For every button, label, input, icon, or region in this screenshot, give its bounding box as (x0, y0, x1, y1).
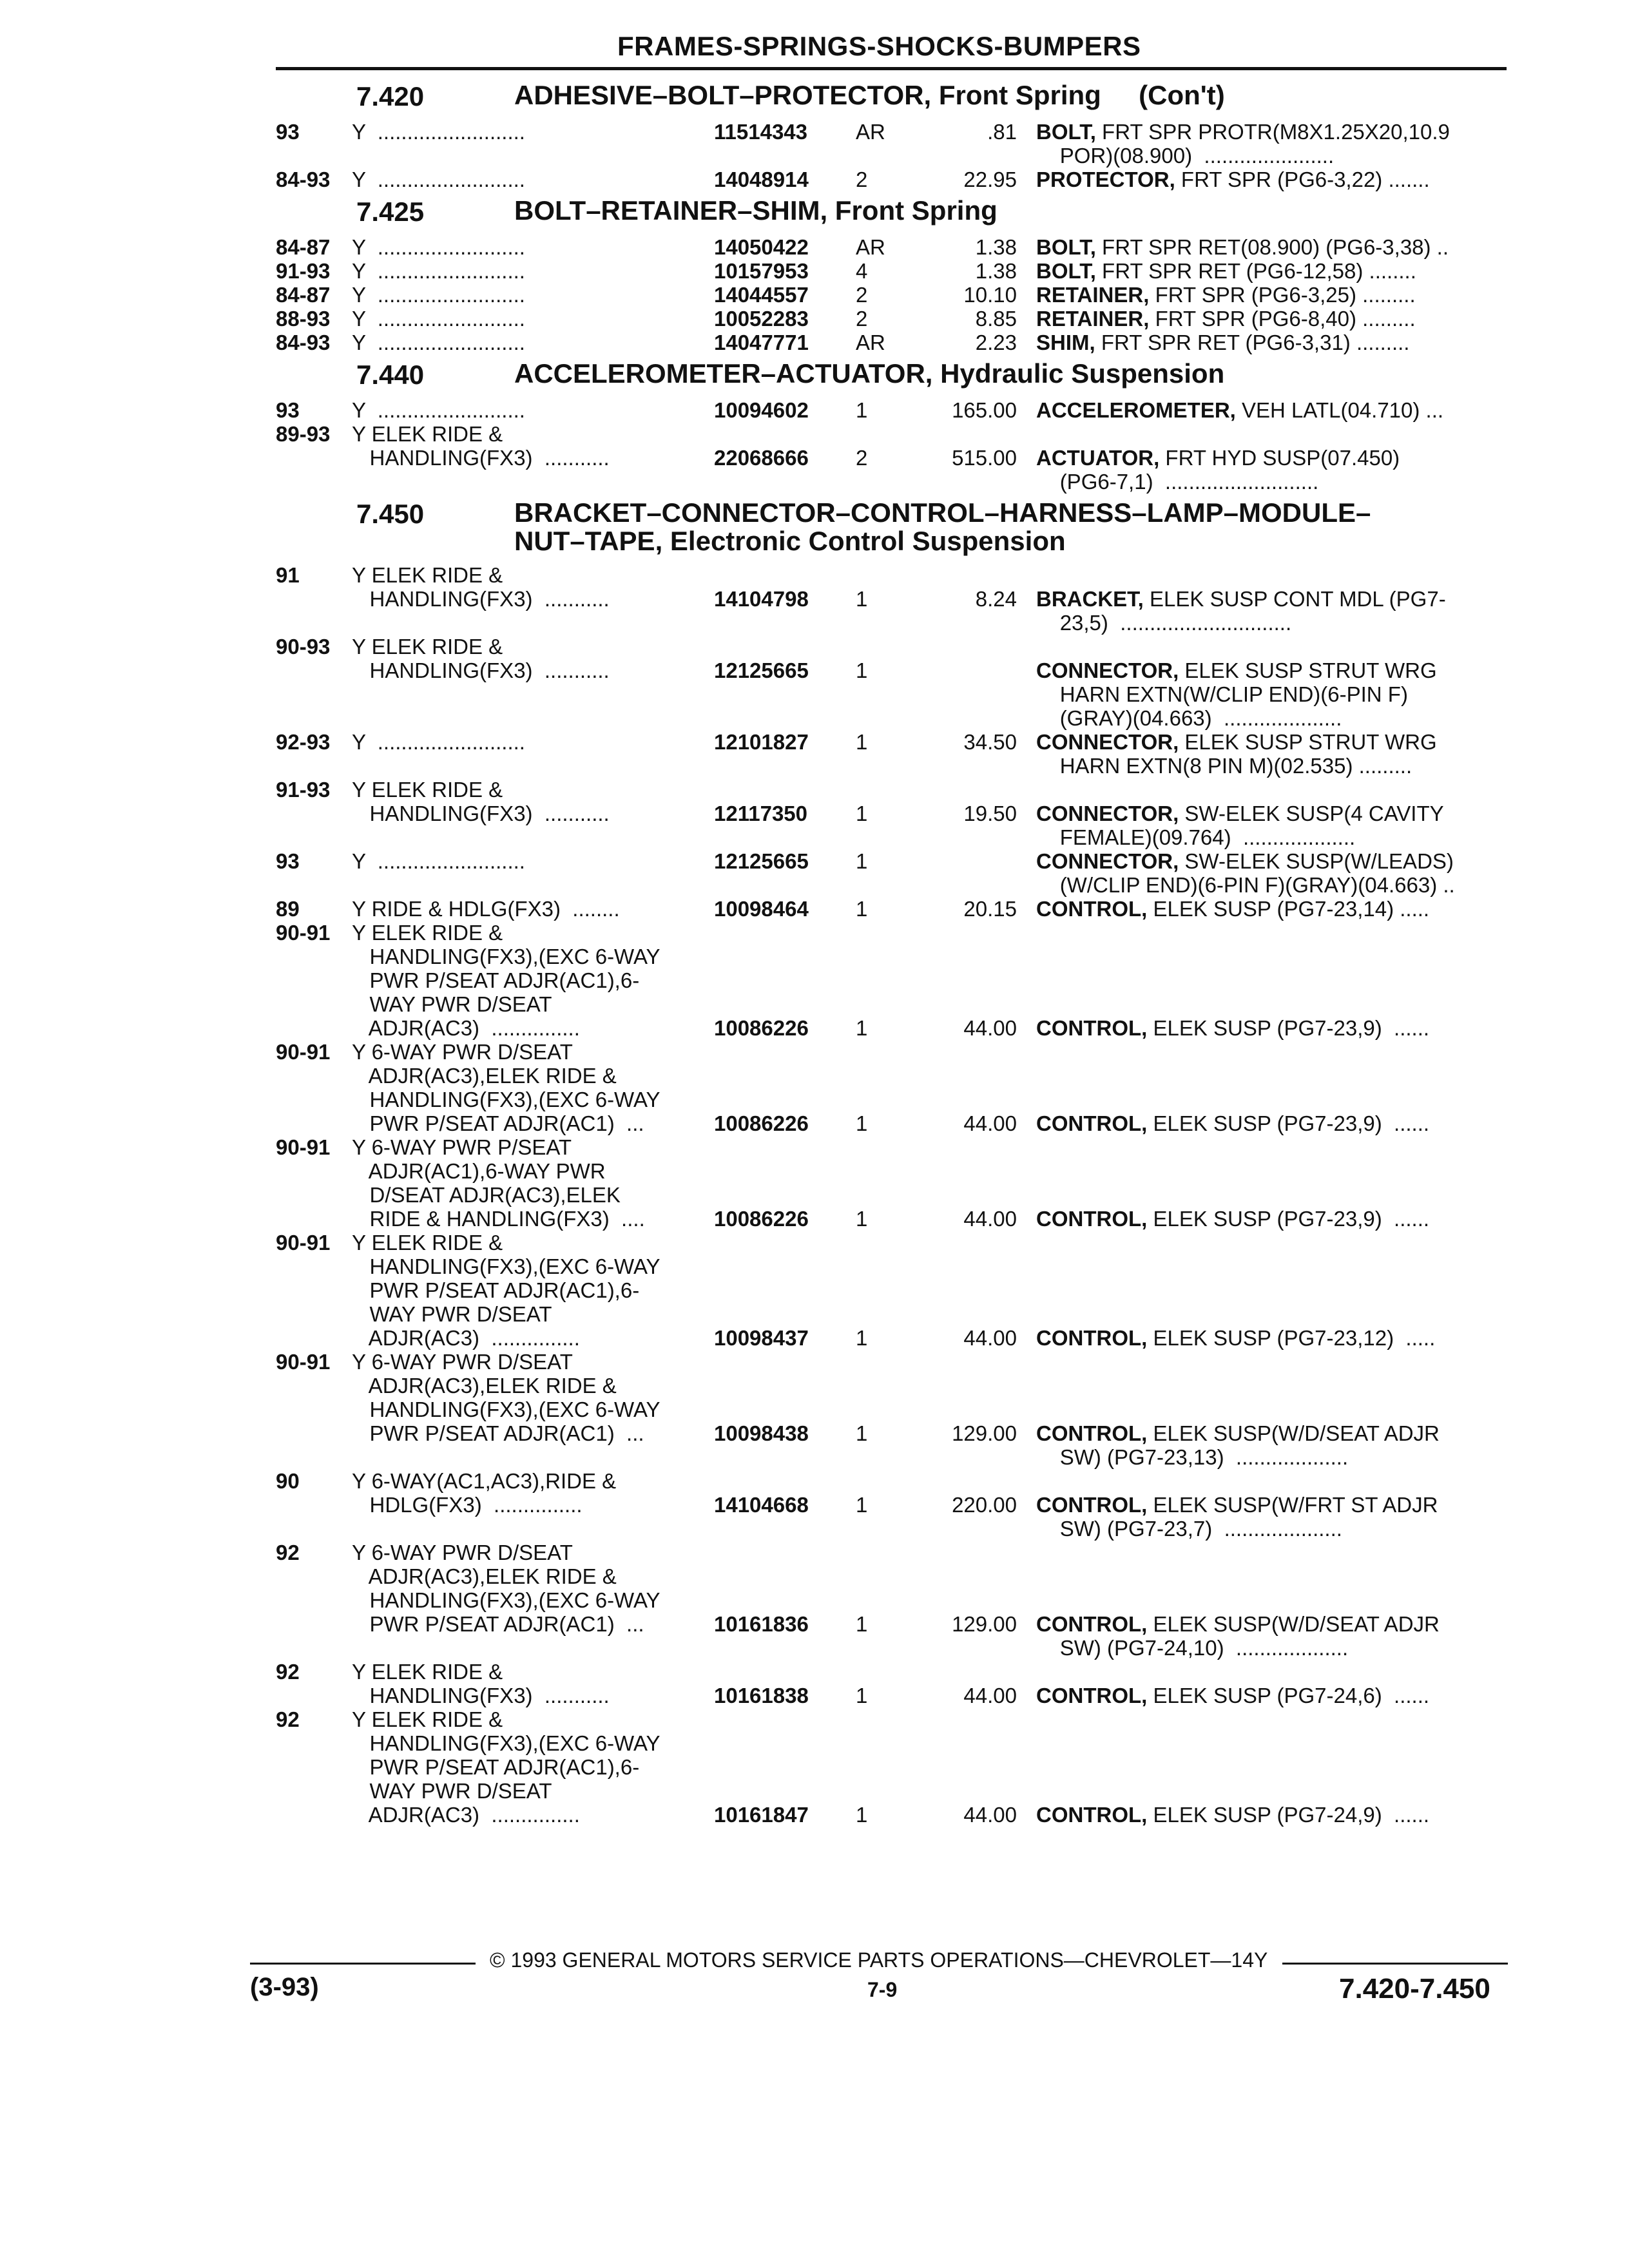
usage-description: Y ELEK RIDE & HANDLING(FX3) ........... (352, 563, 610, 611)
price: 44.00 (963, 1207, 1017, 1231)
part-name-detail: FRT SPR RET(08.900) (PG6-3,38) .. (1095, 235, 1449, 259)
usage-description: Y ......................... (352, 283, 525, 307)
price: 22.95 (963, 168, 1017, 191)
part-name-detail: ELEK SUSP(W/FRT ST ADJR SW) (PG7-23,7) .................... (1059, 1493, 1438, 1541)
part-name-detail: ELEK SUSP STRUT WRG HARN EXTN(8 PIN M)(02.535) ......... (1059, 730, 1437, 778)
catalog-row (276, 1231, 1507, 1350)
footer-date: (3-93) (250, 1973, 319, 2001)
part-name-keyword: CONTROL, (1036, 1111, 1148, 1135)
section-title: BRACKET–CONNECTOR–CONTROL–HARNESS–LAMP–MODULE– NUT–TAPE, Electronic Control Suspension (514, 497, 1371, 556)
price: 44.00 (963, 1111, 1017, 1135)
part-number: 10161847 (714, 1803, 809, 1827)
usage-description: Y 6-WAY(AC1,AC3),RIDE & HDLG(FX3) ............... (352, 1469, 617, 1517)
part-name (1036, 897, 1500, 921)
part-name (1036, 587, 1500, 635)
part-name (1036, 1207, 1500, 1231)
part-number: 10086226 (714, 1111, 809, 1135)
model-year: 84-93 (276, 331, 331, 354)
quantity: 1 (856, 587, 868, 611)
part-name-detail: FRT SPR (PG6-3,25) ......... (1149, 283, 1416, 307)
model-year: 91 (276, 563, 300, 587)
part-name-detail: ELEK SUSP CONT MDL (PG7- 23,5) ............................. (1059, 587, 1446, 635)
model-year: 92 (276, 1660, 300, 1684)
model-year: 92-93 (276, 730, 331, 754)
catalog-row (276, 635, 1507, 730)
footer-rule-right (1282, 1963, 1508, 1965)
usage-description: Y ......................... (352, 730, 525, 754)
section-code: 7.450 (356, 499, 425, 529)
model-year: 90-93 (276, 635, 331, 658)
model-year: 90-91 (276, 1040, 331, 1064)
part-number: 14104798 (714, 587, 809, 611)
part-name-detail: ELEK SUSP (PG7-23,9) ...... (1147, 1207, 1430, 1231)
part-number: 10094602 (714, 398, 809, 422)
model-year: 93 (276, 849, 300, 873)
usage-description: Y 6-WAY PWR D/SEAT ADJR(AC3),ELEK RIDE & HANDLING(FX3),(EXC 6-WAY PWR P/SEAT ADJR(AC1) ... (352, 1541, 660, 1636)
part-name-keyword: SHIM, (1036, 331, 1095, 354)
part-name-keyword: BOLT, (1036, 120, 1096, 144)
footer-section-range: 7.420-7.450 (1339, 1973, 1490, 2004)
catalog-row (276, 1541, 1507, 1660)
section-heading (276, 191, 1507, 235)
part-name (1036, 398, 1500, 422)
part-name (1036, 658, 1500, 730)
catalog-row (276, 307, 1507, 331)
part-name (1036, 259, 1500, 283)
quantity: 1 (856, 730, 868, 754)
model-year: 91-93 (276, 778, 331, 802)
quantity: 1 (856, 1207, 868, 1231)
quantity: 1 (856, 1016, 868, 1040)
footer-rule-left (250, 1963, 476, 1965)
part-name-detail: SW-ELEK SUSP(4 CAVITY FEMALE)(09.764) ................... (1059, 802, 1444, 849)
section-heading (276, 354, 1507, 398)
footer-page-number: 7-9 (867, 1978, 898, 2001)
part-name-keyword: RETAINER, (1036, 283, 1150, 307)
footer-copyright: © 1993 GENERAL MOTORS SERVICE PARTS OPERATIONS—CHEVROLET—14Y (490, 1948, 1268, 1972)
part-name-detail: FRT HYD SUSP(07.450) (PG6-7,1) .......................... (1059, 446, 1400, 494)
price: 1.38 (975, 259, 1017, 283)
price: 220.00 (952, 1493, 1017, 1517)
price: 129.00 (952, 1612, 1017, 1636)
page-title: FRAMES-SPRINGS-SHOCKS-BUMPERS (617, 31, 1141, 61)
part-number: 10098464 (714, 897, 809, 921)
catalog-row (276, 235, 1507, 259)
part-name-detail: FRT SPR (PG6-8,40) ......... (1149, 307, 1416, 331)
catalog-row (276, 1040, 1507, 1135)
usage-description: Y 6-WAY PWR P/SEAT ADJR(AC1),6-WAY PWR D/SEAT ADJR(AC3),ELEK RIDE & HANDLING(FX3) .... (352, 1135, 645, 1231)
model-year: 84-93 (276, 168, 331, 191)
part-name (1036, 1111, 1500, 1135)
section-code: 7.440 (356, 360, 425, 390)
price: 8.85 (975, 307, 1017, 331)
part-name-detail: ELEK SUSP (PG7-24,9) ...... (1147, 1803, 1430, 1827)
quantity: 1 (856, 1612, 868, 1636)
catalog-row (276, 897, 1507, 921)
model-year: 90-91 (276, 1231, 331, 1254)
price: 44.00 (963, 1016, 1017, 1040)
part-number: 14104668 (714, 1493, 809, 1517)
part-name (1036, 283, 1500, 307)
part-number: 10086226 (714, 1207, 809, 1231)
page-header (276, 31, 1507, 70)
catalog-row (276, 921, 1507, 1040)
part-name-detail: ELEK SUSP (PG7-23,12) ..... (1147, 1326, 1436, 1350)
part-number: 10086226 (714, 1016, 809, 1040)
part-name-keyword: CONNECTOR, (1036, 658, 1179, 682)
price: 515.00 (952, 446, 1017, 470)
part-number: 10157953 (714, 259, 809, 283)
usage-description: Y ......................... (352, 331, 525, 354)
model-year: 89 (276, 897, 300, 921)
quantity: AR (856, 235, 885, 259)
part-number: 10161836 (714, 1612, 809, 1636)
quantity: 2 (856, 168, 868, 191)
quantity: 1 (856, 849, 868, 873)
catalog-row (276, 331, 1507, 354)
part-name-detail: FRT SPR RET (PG6-3,31) ......... (1095, 331, 1410, 354)
model-year: 90-91 (276, 921, 331, 945)
part-name-detail: ELEK SUSP STRUT WRG HARN EXTN(W/CLIP END)(6-PIN F) (GRAY)(04.663) .................... (1059, 658, 1437, 730)
catalog-row (276, 120, 1507, 168)
part-number: 14050422 (714, 235, 809, 259)
part-name-keyword: ACCELEROMETER, (1036, 398, 1236, 422)
price: 44.00 (963, 1326, 1017, 1350)
part-name-detail: ELEK SUSP(W/D/SEAT ADJR SW) (PG7-24,10) ................... (1059, 1612, 1440, 1660)
part-number: 12117350 (714, 802, 808, 825)
catalog-row (276, 1707, 1507, 1827)
part-number: 10098437 (714, 1326, 809, 1350)
part-name-keyword: CONTROL, (1036, 1803, 1148, 1827)
quantity: 1 (856, 802, 868, 825)
part-name-keyword: CONNECTOR, (1036, 849, 1179, 873)
quantity: 4 (856, 259, 868, 283)
price: 19.50 (963, 802, 1017, 825)
model-year: 88-93 (276, 307, 331, 331)
usage-description: Y 6-WAY PWR D/SEAT ADJR(AC3),ELEK RIDE & HANDLING(FX3),(EXC 6-WAY PWR P/SEAT ADJR(AC1) ... (352, 1040, 660, 1135)
part-name-detail: ELEK SUSP(W/D/SEAT ADJR SW) (PG7-23,13) ................... (1059, 1421, 1440, 1469)
model-year: 90-91 (276, 1350, 331, 1374)
model-year: 89-93 (276, 422, 331, 446)
model-year: 90 (276, 1469, 300, 1493)
part-name-keyword: CONTROL, (1036, 897, 1148, 921)
part-name-detail: FRT SPR (PG6-3,22) ....... (1175, 168, 1430, 191)
part-number: 10098438 (714, 1421, 809, 1445)
catalog-row (276, 1469, 1507, 1541)
price: 1.38 (975, 235, 1017, 259)
price: 8.24 (975, 587, 1017, 611)
section-code: 7.425 (356, 197, 425, 227)
part-number: 11514343 (714, 120, 808, 144)
price: 129.00 (952, 1421, 1017, 1445)
usage-description: Y RIDE & HDLG(FX3) ........ (352, 897, 620, 921)
section-title: ADHESIVE–BOLT–PROTECTOR, Front Spring (Con't) (514, 80, 1225, 110)
usage-description: Y ELEK RIDE & HANDLING(FX3),(EXC 6-WAY PWR P/SEAT ADJR(AC1),6- WAY PWR D/SEAT ADJR(AC3) ............... (352, 921, 660, 1040)
catalog-row (276, 730, 1507, 778)
part-name-detail: FRT SPR PROTR(M8X1.25X20,10.9 POR)(08.900) ...................... (1059, 120, 1450, 168)
part-name (1036, 1684, 1500, 1707)
quantity: 1 (856, 1684, 868, 1707)
model-year: 90-91 (276, 1135, 331, 1159)
part-name-keyword: CONTROL, (1036, 1612, 1148, 1636)
part-name-keyword: CONTROL, (1036, 1016, 1148, 1040)
quantity: 1 (856, 398, 868, 422)
model-year: 84-87 (276, 235, 331, 259)
usage-description: Y ELEK RIDE & HANDLING(FX3),(EXC 6-WAY PWR P/SEAT ADJR(AC1),6- WAY PWR D/SEAT ADJR(AC3) ............... (352, 1707, 660, 1827)
section-code: 7.420 (356, 81, 425, 111)
part-name (1036, 120, 1500, 168)
catalog-row (276, 1660, 1507, 1707)
section-title: ACCELEROMETER–ACTUATOR, Hydraulic Suspension (514, 358, 1225, 389)
part-name-detail: ELEK SUSP (PG7-23,9) ...... (1147, 1111, 1430, 1135)
usage-description: Y ELEK RIDE & HANDLING(FX3) ........... (352, 778, 610, 825)
part-name-keyword: CONTROL, (1036, 1421, 1148, 1445)
usage-description: Y 6-WAY PWR D/SEAT ADJR(AC3),ELEK RIDE & HANDLING(FX3),(EXC 6-WAY PWR P/SEAT ADJR(AC1) ... (352, 1350, 660, 1445)
part-name-keyword: CONTROL, (1036, 1207, 1148, 1231)
catalog-row (276, 563, 1507, 635)
part-name (1036, 331, 1500, 354)
usage-description: Y ......................... (352, 259, 525, 283)
part-name-detail: VEH LATL(04.710) ... (1235, 398, 1444, 422)
price: .81 (987, 120, 1017, 144)
price: 10.10 (963, 283, 1017, 307)
part-name-detail: ELEK SUSP (PG7-23,14) ..... (1147, 897, 1430, 921)
part-name (1036, 1016, 1500, 1040)
section-heading (276, 494, 1507, 563)
usage-description: Y ......................... (352, 398, 525, 422)
usage-description: Y ELEK RIDE & HANDLING(FX3) ........... (352, 422, 610, 470)
catalog-row (276, 849, 1507, 897)
part-name (1036, 1493, 1500, 1541)
part-name-detail: SW-ELEK SUSP(W/LEADS) (W/CLIP END)(6-PIN F)(GRAY)(04.663) .. (1059, 849, 1455, 897)
parts-catalog (276, 76, 1507, 1827)
usage-description: Y ELEK RIDE & HANDLING(FX3) ........... (352, 635, 610, 682)
quantity: 1 (856, 897, 868, 921)
part-name (1036, 730, 1500, 778)
usage-description: Y ELEK RIDE & HANDLING(FX3),(EXC 6-WAY PWR P/SEAT ADJR(AC1),6- WAY PWR D/SEAT ADJR(AC3) ............... (352, 1231, 660, 1350)
part-number: 14047771 (714, 331, 809, 354)
price: 44.00 (963, 1803, 1017, 1827)
quantity: 2 (856, 446, 868, 470)
quantity: 1 (856, 1493, 868, 1517)
model-year: 92 (276, 1707, 300, 1731)
part-name (1036, 1803, 1500, 1827)
part-name-keyword: CONNECTOR, (1036, 730, 1179, 754)
part-number: 22068666 (714, 446, 809, 470)
part-name (1036, 307, 1500, 331)
price: 34.50 (963, 730, 1017, 754)
part-number: 12125665 (714, 849, 809, 873)
quantity: 1 (856, 1326, 868, 1350)
part-name-keyword: RETAINER, (1036, 307, 1150, 331)
part-name-keyword: CONTROL, (1036, 1326, 1148, 1350)
catalog-row (276, 1350, 1507, 1469)
part-name (1036, 446, 1500, 494)
model-year: 84-87 (276, 283, 331, 307)
part-name-keyword: CONNECTOR, (1036, 802, 1179, 825)
catalog-row (276, 1135, 1507, 1231)
price: 165.00 (952, 398, 1017, 422)
part-name-keyword: BOLT, (1036, 235, 1096, 259)
part-name (1036, 1326, 1500, 1350)
usage-description: Y ......................... (352, 168, 525, 191)
quantity: 1 (856, 658, 868, 682)
usage-description: Y ELEK RIDE & HANDLING(FX3) ........... (352, 1660, 610, 1707)
quantity: 2 (856, 307, 868, 331)
part-name (1036, 168, 1500, 191)
price: 44.00 (963, 1684, 1017, 1707)
catalog-row (276, 398, 1507, 422)
catalog-row (276, 422, 1507, 494)
part-name-keyword: ACTUATOR, (1036, 446, 1160, 470)
section-title: BOLT–RETAINER–SHIM, Front Spring (514, 195, 998, 226)
part-number: 14044557 (714, 283, 809, 307)
catalog-row (276, 259, 1507, 283)
part-name (1036, 849, 1500, 897)
price: 2.23 (975, 331, 1017, 354)
part-name-keyword: BRACKET, (1036, 587, 1144, 611)
usage-description: Y ......................... (352, 307, 525, 331)
part-number: 12101827 (714, 730, 809, 754)
part-name (1036, 235, 1500, 259)
part-name-keyword: CONTROL, (1036, 1493, 1148, 1517)
part-name (1036, 802, 1500, 849)
model-year: 92 (276, 1541, 300, 1564)
usage-description: Y ......................... (352, 120, 525, 144)
quantity: 1 (856, 1111, 868, 1135)
price: 20.15 (963, 897, 1017, 921)
quantity: 1 (856, 1803, 868, 1827)
part-name (1036, 1421, 1500, 1469)
usage-description: Y ......................... (352, 849, 525, 873)
part-name-keyword: BOLT, (1036, 259, 1096, 283)
part-number: 10052283 (714, 307, 809, 331)
part-name-keyword: CONTROL, (1036, 1684, 1148, 1707)
part-name (1036, 1612, 1500, 1660)
part-name-keyword: PROTECTOR, (1036, 168, 1175, 191)
part-number: 14048914 (714, 168, 809, 191)
part-name-detail: FRT SPR RET (PG6-12,58) ........ (1095, 259, 1416, 283)
quantity: AR (856, 331, 885, 354)
quantity: 1 (856, 1421, 868, 1445)
part-name-detail: ELEK SUSP (PG7-23,9) ...... (1147, 1016, 1430, 1040)
part-name-detail: ELEK SUSP (PG7-24,6) ...... (1147, 1684, 1430, 1707)
model-year: 91-93 (276, 259, 331, 283)
part-number: 12125665 (714, 658, 809, 682)
model-year: 93 (276, 120, 300, 144)
quantity: 2 (856, 283, 868, 307)
catalog-row (276, 283, 1507, 307)
catalog-row (276, 778, 1507, 849)
quantity: AR (856, 120, 885, 144)
usage-description: Y ......................... (352, 235, 525, 259)
section-heading (276, 76, 1507, 120)
catalog-row (276, 168, 1507, 191)
model-year: 93 (276, 398, 300, 422)
part-number: 10161838 (714, 1684, 809, 1707)
